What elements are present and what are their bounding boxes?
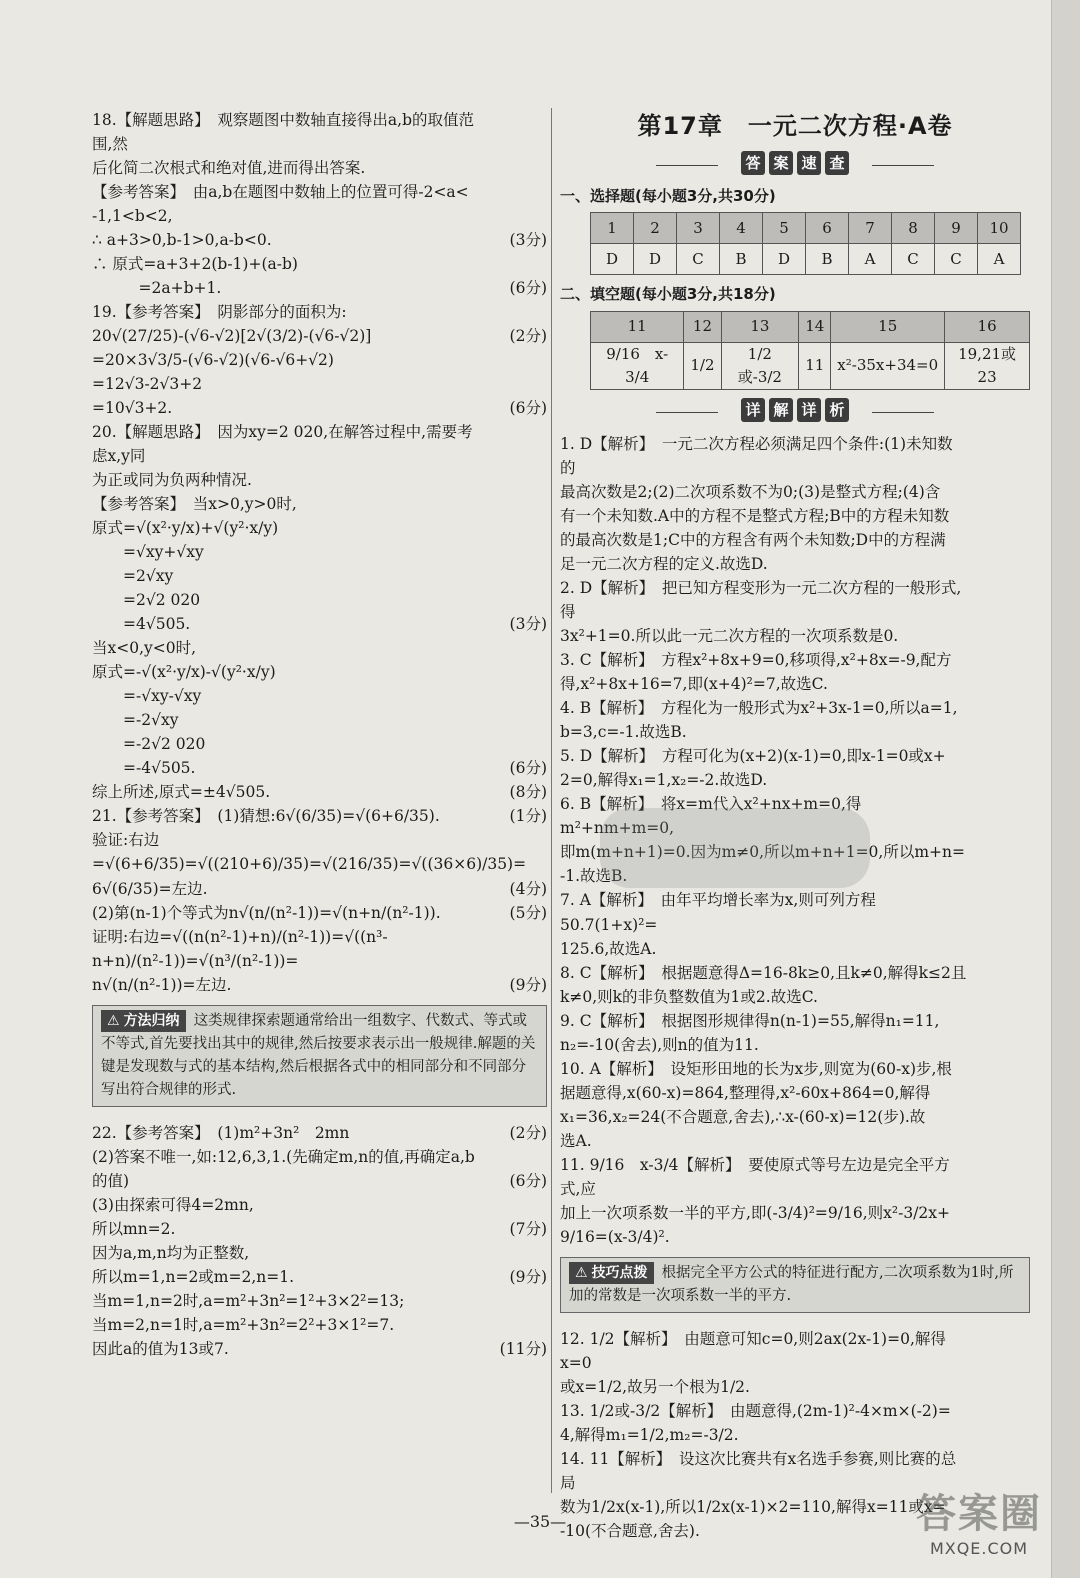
table-cell: D [634,244,677,275]
line-text: 原式=-√(x²·y/x)-√(y²·x/y) [92,663,276,682]
banner-char: 析 [825,398,849,422]
text-line [560,937,1030,961]
text-line [92,877,547,901]
method-summary-text: 这类规律探索题通常给出一组数字、代数式、等式或不等式,首先要找出其中的规律,然后按要求表示出一般规律.解题的关键是发现数与式的基本结构,然后根据各式中的相同部分和不同部分写出符合规律的形式. [101,1012,536,1099]
text-line [560,985,1030,1009]
table-header-row [591,213,1021,244]
text-line [92,372,547,396]
text-line [92,684,547,708]
line-text: 因为a,m,n均为正整数, [92,1244,250,1263]
text-line [560,1033,1030,1057]
line-text: -10(不合题意,舍去). [560,1522,700,1541]
line-text: 125.6,故选A. [560,939,657,958]
table-cell: 13 [721,311,799,342]
table-header-row [591,311,1030,342]
line-text: ∴ a+3>0,b-1>0,a-b<0. [92,231,272,250]
score-label: (8分) [509,783,547,802]
table-cell: 1/2或-3/2 [721,342,799,390]
score-label: (2分) [509,327,547,346]
table-cell: 16 [945,311,1030,342]
text-line [560,1057,1030,1081]
line-text: x₁=36,x₂=24(不合题意,舍去),∴x-(60-x)=12(步).故 [560,1107,926,1126]
line-text: 20.【解题思路】 因为xy=2 020,在解答过程中,需要考虑x,y同 [92,423,473,466]
line-text: 为正或同为负两种情况. [92,471,252,490]
score-label: (3分) [509,231,547,250]
table-cell: A [978,244,1021,275]
line-text: 的最高次数是1;C中的方程含有两个未知数;D中的方程满 [560,531,946,550]
score-label: (6分) [509,759,547,778]
text-line [560,1375,1030,1399]
table-cell: 4 [720,213,763,244]
line-text: -1.故选B. [560,867,628,886]
text-line [92,1313,547,1337]
text-line [92,901,547,925]
table-cell: C [935,244,978,275]
banner-char: 查 [825,151,849,175]
text-line [92,660,547,684]
line-text: 2=0,解得x₁=1,x₂=-2.故选D. [560,771,768,790]
text-line [92,540,547,564]
detailed-analysis-banner [560,398,1030,426]
score-label: (3分) [509,615,547,634]
tip-text: 根据完全平方公式的特征进行配方,二次项系数为1时,所加的常数是一次项系数一半的平方. [569,1264,1014,1304]
line-text: 4. B【解析】 方程化为一般形式为x²+3x-1=0,所以a=1, [560,699,958,718]
text-line [560,1399,1030,1423]
line-text: 4,解得m₁=1/2,m₂=-3/2. [560,1426,739,1445]
text-line [560,528,1030,552]
table-cell: 6 [806,213,849,244]
text-line [92,1121,547,1145]
text-line [92,276,547,300]
column-divider [551,108,552,1493]
left-column [92,108,547,1361]
page-number: —35— [513,1512,567,1531]
text-line [92,468,547,492]
text-line [92,1145,547,1169]
line-text: 19.【参考答案】 阴影部分的面积为: [92,303,347,322]
score-label: (4分) [509,879,547,898]
line-text: 9/16=(x-3/4)². [560,1227,670,1246]
watermark-url: MXQE.COM [929,1539,1029,1558]
line-text: 3. C【解析】 方程x²+8x+9=0,移项得,x²+8x=-9,配方 [560,651,952,670]
text-line [92,564,547,588]
banner-char: 速 [797,151,821,175]
line-text: 最高次数是2;(2)二次项系数不为0;(3)是整式方程;(4)含 [560,483,941,502]
score-label: (2分) [509,1124,547,1143]
line-text: =12√3-2√3+2 [92,375,203,394]
table-cell: 7 [849,213,892,244]
text-line [92,156,547,180]
line-text: 得,x²+8x+16=7,即(x+4)²=7,故选C. [560,675,828,694]
table-cell: 11 [799,342,831,390]
page-edge [1051,0,1080,1578]
text-line [92,925,547,973]
text-line [560,480,1030,504]
line-text: =2a+b+1. [92,279,222,298]
text-line [92,516,547,540]
text-line [560,648,1030,672]
text-line [92,180,547,204]
table-cell: 2 [634,213,677,244]
text-line [92,348,547,372]
table-cell: 9/16 x-3/4 [591,342,684,390]
line-text: 有一个未知数.A中的方程不是整式方程;B中的方程未知数 [560,507,950,526]
banner-char: 解 [769,398,793,422]
line-text: 足一元二次方程的定义.故选D. [560,555,768,574]
table-row [591,342,1030,390]
text-line [92,1265,547,1289]
text-line [92,396,547,420]
section-choice-heading: 一、选择题(每小题3分,共30分) [560,187,776,206]
line-text: 综上所述,原式=±4√505. [92,783,271,802]
score-label: (11分) [499,1340,547,1359]
banner-chars [739,398,851,422]
line-text: 3x²+1=0.所以此一元二次方程的一次项系数是0. [560,627,899,646]
line-text: 9. C【解析】 根据图形规律得n(n-1)=55,解得n₁=11, [560,1011,940,1030]
line-text: =-2√2 020 [92,735,206,754]
table-cell: D [763,244,806,275]
text-line [560,672,1030,696]
line-text: n√(n/(n²-1))=左边. [92,975,232,994]
line-text: 即m(m+n+1)=0.因为m≠0,所以m+n+1=0,所以m+n= [560,843,966,862]
text-line [560,576,1030,624]
table-cell: D [591,244,634,275]
table-cell: 10 [978,213,1021,244]
left-answers-part1 [92,108,547,997]
line-text: (3)由探索可得4=2mn, [92,1196,254,1215]
line-text: 原式=√(x²·y/x)+√(y²·x/y) [92,519,279,538]
line-text: =-4√505. [92,759,196,778]
text-line [92,756,547,780]
text-line [560,1105,1030,1129]
line-text: 的值) [92,1172,130,1191]
line-text: 当m=2,n=1时,a=m²+3n²=2²+3×1²=7. [92,1316,395,1335]
text-line [92,780,547,804]
line-text: 【参考答案】 由a,b在题图中数轴上的位置可得-2<a< [92,183,469,202]
text-line [92,828,547,876]
line-text: 证明:右边=√((n(n²-1)+n)/(n²-1))=√((n³-n+n)/(n²-1))=√(n³/(n²-1))= [92,927,388,970]
text-line [560,1081,1030,1105]
text-line [560,552,1030,576]
text-line [92,228,547,252]
line-text: 加上一次项系数一半的平方,即(-3/4)²=9/16,则x²-3/2x+ [560,1203,951,1222]
table-cell: B [720,244,763,275]
warning-icon: ⚠ [107,1012,120,1029]
line-text: =-√xy-√xy [92,687,202,706]
line-text: 22.【参考答案】 (1)m²+3n² 2mn [92,1124,350,1143]
text-line [560,888,1030,936]
score-label: (1分) [509,807,547,826]
line-text: =-2√xy [92,711,179,730]
text-line [560,1327,1030,1375]
table-cell: 9 [935,213,978,244]
line-text: 14. 11【解析】 设这次比赛共有x名选手参赛,则比赛的总局 [560,1450,957,1493]
table-cell: C [677,244,720,275]
table-cell: 14 [799,311,831,342]
text-line [560,961,1030,985]
text-line [92,804,547,828]
text-line [92,300,547,324]
table-cell: 19,21或23 [945,342,1030,390]
line-text: 12. 1/2【解析】 由题意可知c=0,则2ax(2x-1)=0,解得x=0 [560,1330,946,1373]
watermark [916,1482,1042,1558]
banner-rule-left [656,412,718,413]
line-text: 或x=1/2,故另一个根为1/2. [560,1378,750,1397]
text-line [560,432,1030,480]
banner-rule-right [872,165,934,166]
watermark-logo: 答案圈 [916,1491,1042,1537]
text-line [92,588,547,612]
text-line [560,1225,1030,1249]
line-text: (2)答案不唯一,如:12,6,3,1.(先确定m,n的值,再确定a,b [92,1148,475,1167]
line-text: 当m=1,n=2时,a=m²+3n²=1²+3×2²=13; [92,1292,405,1311]
line-text: 数为1/2x(x-1),所以1/2x(x-1)×2=110,解得x=11或x= [560,1498,946,1517]
banner-char: 详 [741,398,765,422]
text-line [92,420,547,468]
line-text: (2)第(n-1)个等式为n√(n/(n²-1))=√(n+n/(n²-1)). [92,903,441,922]
text-line [92,973,547,997]
text-line [560,624,1030,648]
line-text: ∴ 原式=a+3+2(b-1)+(a-b) [92,255,298,274]
table-cell: A [849,244,892,275]
text-line [92,1337,547,1361]
text-line [92,732,547,756]
text-line [560,1009,1030,1033]
score-label: (5分) [509,903,547,922]
text-line [560,1201,1030,1225]
text-line [560,768,1030,792]
banner-char: 案 [769,151,793,175]
method-summary-tag: ⚠ 方法归纳 [101,1010,186,1032]
choice-answer-table [590,212,1021,275]
text-line [92,1217,547,1241]
tip-box [560,1257,1030,1313]
line-text: =2√2 020 [92,591,201,610]
answer-quick-check-banner [560,151,1030,179]
text-line [92,492,547,516]
banner-char: 详 [797,398,821,422]
text-line [92,1241,547,1265]
score-label: (9分) [509,1268,547,1287]
line-text: 6. B【解析】 将x=m代入x²+nx+m=0,得m²+nm+m=0, [560,795,862,838]
text-line [560,744,1030,768]
score-label: (6分) [509,399,547,418]
line-text: =√xy+√xy [92,543,204,562]
text-line [92,1289,547,1313]
text-line [560,1129,1030,1153]
line-text: n₂=-10(舍去),则n的值为11. [560,1035,759,1054]
text-line [560,696,1030,720]
table-row [591,244,1021,275]
table-cell: 3 [677,213,720,244]
table-cell: 12 [684,311,721,342]
line-text: 当x<0,y<0时, [92,639,197,658]
line-text: -1,1<b<2, [92,207,173,226]
line-text: 所以mn=2. [92,1220,176,1239]
line-text: k≠0,则k的非负整数值为1或2.故选C. [560,987,818,1006]
tip-tag: ⚠ 技巧点拨 [569,1262,654,1284]
line-text: 后化简二次根式和绝对值,进而得出答案. [92,159,366,178]
chapter-title: 第17章 一元二次方程·A卷 [637,112,953,140]
line-text: 验证:右边=√(6+6/35)=√((210+6)/35)=√(216/35)=√((36×6)/35)= [92,831,527,874]
score-label: (6分) [509,279,547,298]
line-text: 1. D【解析】 一元二次方程必须满足四个条件:(1)未知数的 [560,435,953,478]
table-cell: 1/2 [684,342,721,390]
banner-rule-right [872,412,934,413]
table-cell: C [892,244,935,275]
text-line [560,504,1030,528]
line-text: 【参考答案】 当x>0,y>0时, [92,495,297,514]
table-cell: 5 [763,213,806,244]
score-label: (7分) [509,1220,547,1239]
method-summary-box [92,1005,547,1108]
banner-rule-left [656,165,718,166]
line-text: b=3,c=-1.故选B. [560,723,687,742]
line-text: 21.【参考答案】 (1)猜想:6√(6/35)=√(6+6/35). [92,807,440,826]
text-line [560,720,1030,744]
line-text: 10. A【解析】 设矩形田地的长为x步,则宽为(60-x)步,根 [560,1059,952,1078]
line-text: =20×3√3/5-(√6-√2)(√6-√6+√2) [92,351,334,370]
table-cell: x²-35x+34=0 [831,342,945,390]
warning-icon: ⚠ [575,1264,588,1281]
scribble-mark [600,808,870,888]
line-text: 6√(6/35)=左边. [92,879,208,898]
table-cell: B [806,244,849,275]
line-text: 11. 9/16 x-3/4【解析】 要使原式等号左边是完全平方式,应 [560,1155,950,1198]
line-text: =10√3+2. [92,399,173,418]
line-text: 18.【解题思路】 观察题图中数轴直接得出a,b的取值范围,然 [92,111,474,154]
text-line [92,108,547,156]
text-line [92,252,547,276]
line-text: 因此a的值为13或7. [92,1340,229,1359]
banner-char: 答 [741,151,765,175]
section-fill-heading: 二、填空题(每小题3分,共18分) [560,285,776,304]
line-text: 2. D【解析】 把已知方程变形为一元二次方程的一般形式,得 [560,579,962,622]
text-line [92,708,547,732]
table-cell: 8 [892,213,935,244]
score-label: (9分) [509,975,547,994]
table-cell: 1 [591,213,634,244]
text-line [92,1193,547,1217]
line-text: 据题意得,x(60-x)=864,整理得,x²-60x+864=0,解得 [560,1083,931,1102]
text-line [92,204,547,228]
text-line [560,1423,1030,1447]
line-text: 7. A【解析】 由年平均增长率为x,则可列方程50.7(1+x)²= [560,891,876,934]
text-line [560,1153,1030,1201]
fill-answer-table [590,311,1030,391]
text-line [92,1169,547,1193]
line-text: 20√(27/25)-(√6-√2)[2√(3/2)-(√6-√2)] [92,327,372,346]
text-line [92,612,547,636]
line-text: 选A. [560,1131,592,1150]
score-label: (6分) [509,1172,547,1191]
line-text: =2√xy [92,567,174,586]
table-cell: 15 [831,311,945,342]
left-answers-part2 [92,1121,547,1361]
line-text: 8. C【解析】 根据题意得Δ=16-8k≥0,且k≠0,解得k≤2且 [560,963,967,982]
line-text: 所以m=1,n=2或m=2,n=1. [92,1268,295,1287]
line-text: =4√505. [92,615,191,634]
line-text: 13. 1/2或-3/2【解析】 由题意得,(2m-1)²-4×m×(-2)= [560,1402,951,1421]
line-text: 5. D【解析】 方程可化为(x+2)(x-1)=0,即x-1=0或x+ [560,747,946,766]
text-line [92,636,547,660]
text-line [92,324,547,348]
table-cell: 11 [591,311,684,342]
banner-chars [739,151,851,175]
